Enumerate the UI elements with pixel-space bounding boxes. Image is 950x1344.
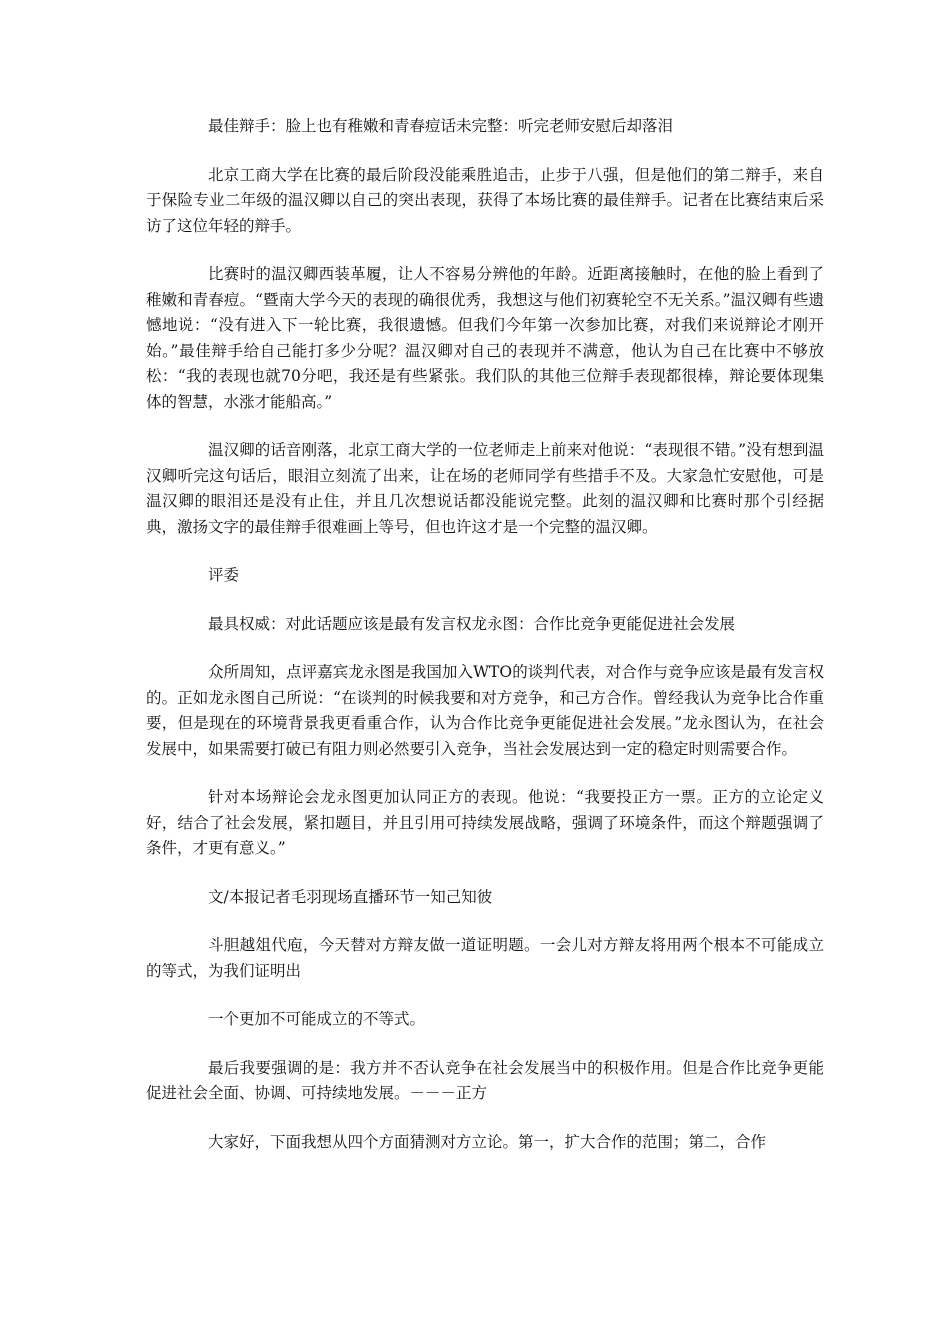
byline: 文/本报记者毛羽现场直播环节一知己知彼 — [208, 887, 493, 906]
paragraph: 针对本场辩论会龙永图更加认同正方的表现。他说：“我要投正方一票。正方的立论定义好，结合了社会发展，紧扣题目，并且引用可持续发展战略，强调了环境条件，而这个辩题强调了条件，才更有意义。” — [146, 788, 824, 857]
paragraph: 最后我要强调的是：我方并不否认竞争在社会发展当中的积极作用。但是合作比竞争更能促进社会全面、协调、可持续地发展。－－－正方 — [146, 1058, 824, 1102]
paragraph: 斗胆越俎代庖，今天替对方辩友做一道证明题。一会儿对方辩友将用两个根本不可能成立的等式，为我们证明出 — [146, 936, 824, 980]
heading-authority: 最具权威：对此话题应该是最有发言权龙永图：合作比竞争更能促进社会发展 — [208, 614, 736, 633]
paragraph: 一个更加不可能成立的不等式。 — [208, 1010, 426, 1028]
heading-best-debater: 最佳辩手：脸上也有稚嫩和青春痘话未完整：听完老师安慰后却落泪 — [208, 117, 674, 135]
paragraph: 比赛时的温汉卿西装革履，让人不容易分辨他的年龄。近距离接触时，在他的脸上看到了稚嫩和青春痘。“暨南大学今天的表现的确很优秀，我想这与他们初赛轮空不无关系。”温汉卿有些遗憾地说：“没有进入下一轮比赛，我很遗憾。但我们今年第一次参加比赛，对我们来说辩论才刚开始。”最佳辩手给自己能打多少分呢？温汉卿对自己的表现并不满意，他认为自己在比赛中不够放松：“我的表现也就70分吧，我还是有些紧张。我们队的其他三位辩手表现都很棒，辩论要体现集体的智慧，水涨才能船高。” — [146, 265, 824, 411]
document-body — [146, 114, 824, 1178]
heading-judges: 评委 — [208, 566, 240, 584]
paragraph: 北京工商大学在比赛的最后阶段没能乘胜追击，止步于八强，但是他们的第二辩手，来自于保险专业二年级的温汉卿以自己的突出表现，获得了本场比赛的最佳辩手。记者在比赛结束后采访了这位年轻的辩手。 — [146, 165, 824, 235]
paragraph: 众所周知，点评嘉宾龙永图是我国加入WTO的谈判代表，对合作与竞争应该是最有发言权的。正如龙永图自己所说：“在谈判的时候我要和对方竞争，和己方合作。曾经我认为竞争比合作重要，但是现在的环境背景我更看重合作，认为合作比竞争更能促进社会发展。”龙永图认为，在社会发展中，如果需要打破已有阻力则必然要引入竞争，当社会发展达到一定的稳定时则需要合作。 — [146, 663, 824, 758]
paragraph: 温汉卿的话音刚落，北京工商大学的一位老师走上前来对他说：“表现很不错。”没有想到温汉卿听完这句话后，眼泪立刻流了出来，让在场的老师同学有些措手不及。大家急忙安慰他，可是温汉卿的眼泪还是没有止住，并且几次想说话都没能说完整。此刻的温汉卿和比赛时那个引经据典，激扬文字的最佳辩手很难画上等号，但也许这才是一个完整的温汉卿。 — [146, 441, 824, 536]
paragraph: 大家好，下面我想从四个方面猜测对方立论。第一，扩大合作的范围；第二，合作 — [208, 1132, 767, 1151]
